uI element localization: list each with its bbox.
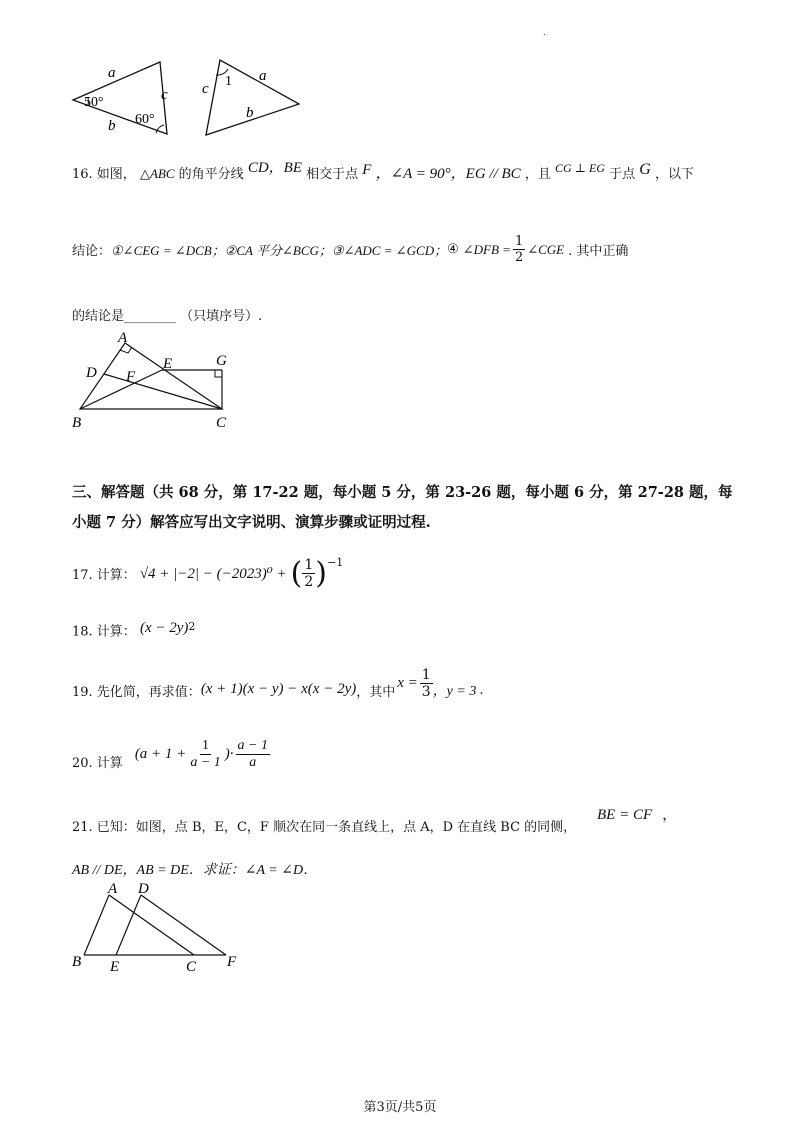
left-angle-60: 60° xyxy=(135,112,155,127)
q19-num: 1 xyxy=(421,666,431,683)
q17-paren-left: ( xyxy=(290,556,303,591)
section3-heading-line1: 三、解答题（共 68 分，第 17-22 题，每小题 5 分，第 23-26 题，每小题 6 分，第 27-28 题，每 xyxy=(72,484,733,501)
q21-line2: AB // DE，AB = DE．求证：∠A = ∠D． xyxy=(72,863,318,878)
q17-label: 17. 计算： xyxy=(72,568,136,583)
q21-be-cf xyxy=(597,803,677,824)
q18-label: 18. 计算： xyxy=(72,624,136,640)
q21-be-cf-eq: BE = CF xyxy=(597,807,653,823)
q16-text5: ，以下 xyxy=(654,167,694,182)
q16-conclusion-4-lhs: ∠DFB = xyxy=(462,241,511,257)
q19-fraction xyxy=(420,668,433,699)
segment-df xyxy=(141,895,226,955)
section3-heading-line2: 小题 7 分）解答应写出文字说明、演算步骤或证明过程. xyxy=(72,514,431,531)
q16-conclusion-4-rhs: ∠CGE xyxy=(527,241,565,257)
q21-figure xyxy=(66,880,246,975)
q21-text1: 21. 已知：如图，点 B，E，C，F 顺次在同一条直线上，点 A，D 在直线 BC 的同侧， xyxy=(72,820,577,835)
q16-half-den: 2 xyxy=(514,250,524,265)
q21-fig-label-e: E xyxy=(110,959,120,975)
q16-conclusion-3: ③∠ADC = ∠GCD； xyxy=(331,243,448,258)
q17-num: 1 xyxy=(304,557,314,573)
right-label-b: b xyxy=(246,105,254,121)
q21-fig-label-f: F xyxy=(227,954,237,970)
q20-fraction-1-den: a − 1 xyxy=(190,755,221,770)
q18-expression: (x − 2y) xyxy=(139,620,189,637)
q16-triangle: △ABC xyxy=(139,166,175,181)
segment-de xyxy=(116,895,141,955)
q16-half-num: 1 xyxy=(514,234,524,249)
q20-fraction-1 xyxy=(188,739,222,770)
segment-ac xyxy=(109,895,194,955)
q17-exponent: −1 xyxy=(327,556,344,569)
q16-conclusion-4-marker: ④ xyxy=(447,242,459,257)
q17-paren-right: ) xyxy=(315,556,328,591)
q16-text1: 的角平分线 xyxy=(178,167,244,182)
q16-conditions: ，∠A = 90°，EG // BC xyxy=(375,166,521,182)
q20 xyxy=(72,738,270,771)
q20-fraction-2 xyxy=(236,739,270,770)
q16-figure xyxy=(66,328,246,433)
q16-conclusion-2: ②CA 平分∠BCG； xyxy=(224,243,332,258)
q16-fig-label-e: E xyxy=(163,356,173,372)
page-footer: 第3页/共5页 xyxy=(363,1100,437,1115)
q17-expression: √4 + |−2| − (−2023)⁰ + xyxy=(139,566,287,582)
left-label-a: a xyxy=(108,65,116,81)
q16-conclusion-1: ①∠CEG = ∠DCB； xyxy=(111,243,225,258)
q21-fig-label-d: D xyxy=(138,881,149,897)
q16-line1 xyxy=(72,162,694,183)
q17-fraction xyxy=(302,558,315,589)
q16-fig-label-d: D xyxy=(86,365,97,381)
q20-fraction-2-den: a xyxy=(249,755,257,770)
q16-point-g: G xyxy=(639,161,651,178)
q21-comma: ， xyxy=(662,807,678,823)
q16-text4: 于点 xyxy=(609,167,636,182)
q16-half-fraction xyxy=(513,235,525,264)
left-angle-50: 50° xyxy=(84,95,104,110)
q16-fig-label-b: B xyxy=(72,415,82,431)
q16-perp: CG ⊥ EG xyxy=(554,161,605,175)
q19-x-eq: x = xyxy=(397,674,418,691)
q16-point-f: F xyxy=(362,162,372,178)
q19-label: 19. 先化简，再求值： xyxy=(72,684,201,700)
q19-expression: (x + 1)(x − y) − x(x − 2y) xyxy=(200,680,357,697)
q21-fig-label-c: C xyxy=(186,959,197,975)
q20-fraction-1-num: 1 xyxy=(202,738,210,753)
top-triangles-figure xyxy=(66,55,311,140)
left-label-b: b xyxy=(108,118,116,134)
q16-fig-label-g: G xyxy=(216,353,227,369)
segment-cd xyxy=(104,374,222,409)
q16-fig-label-c: C xyxy=(216,415,227,431)
q21-line1 xyxy=(72,816,576,835)
q19-where: ，其中 xyxy=(356,684,396,700)
q18 xyxy=(72,620,195,640)
q16-answer-prompt: 的结论是________ （只填序号）. xyxy=(72,309,263,324)
q20-label: 20. 计算 xyxy=(72,756,123,771)
q20-prefix: (a + 1 + xyxy=(134,746,187,762)
q16-cd-be: CD，BE xyxy=(247,160,302,176)
q16-conclusion-tail: . 其中正确 xyxy=(568,244,629,259)
q16-text2: 相交于点 xyxy=(306,167,359,182)
right-label-a: a xyxy=(259,68,267,84)
q19-y-eq: ，y = 3 xyxy=(432,684,477,699)
q19-end: . xyxy=(479,682,484,698)
q21-fig-label-b: B xyxy=(72,954,82,970)
q16-fig-label-a: A xyxy=(118,330,128,346)
right-label-c: c xyxy=(202,81,209,97)
left-label-c: c xyxy=(161,87,168,103)
right-angle-g xyxy=(215,370,222,377)
q16-fig-label-f: F xyxy=(126,369,136,385)
q18-exponent: 2 xyxy=(188,620,196,633)
q17-den: 2 xyxy=(304,574,314,590)
right-triangle xyxy=(206,60,299,135)
q20-mid: )· xyxy=(224,746,234,762)
q16-number: 16. 如图， xyxy=(72,167,136,182)
q16-conclusions xyxy=(72,235,628,264)
q20-fraction-2-num: a − 1 xyxy=(237,738,268,753)
q16-text3: ，且 xyxy=(524,167,551,182)
right-angle-1: 1 xyxy=(225,74,232,89)
segment-ab xyxy=(84,895,109,955)
page-dot: . xyxy=(543,28,546,37)
q19 xyxy=(72,666,484,700)
q17 xyxy=(72,556,343,591)
q21-fig-label-a: A xyxy=(108,881,118,897)
q19-den: 3 xyxy=(421,683,431,700)
q16-conclusion-intro: 结论： xyxy=(72,244,112,259)
